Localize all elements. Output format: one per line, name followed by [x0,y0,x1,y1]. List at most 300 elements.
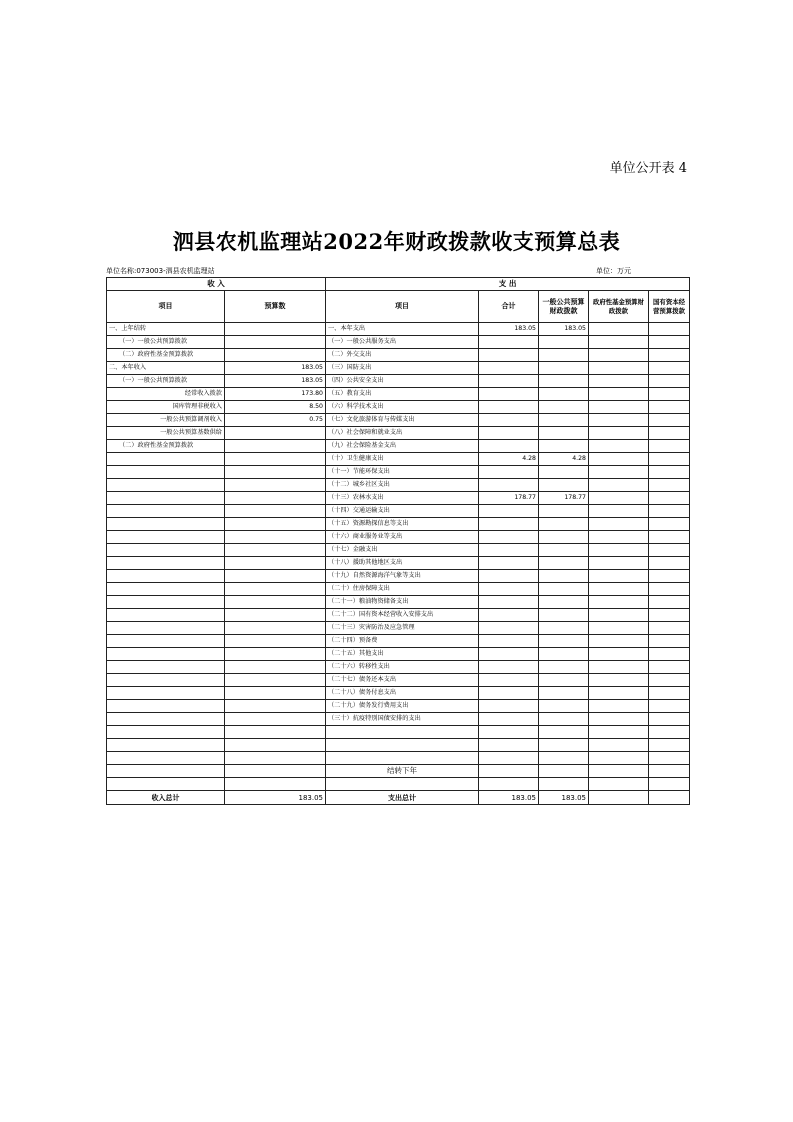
income-value-cell [225,466,326,479]
table-row [107,648,690,661]
table-row [107,661,690,674]
total-cell [479,570,539,583]
income-item-cell: （二）政府性基金预算拨款 [107,440,225,453]
expense-item-cell: （二十一）粮油物资储备支出 [326,596,479,609]
total-cell [479,622,539,635]
col-fund: 政府性基金预算财政拨款 [589,291,649,323]
income-value-cell: 183.05 [225,375,326,388]
soe-cell [649,401,690,414]
income-value-cell: 8.50 [225,401,326,414]
unit-name: 单位名称:073003-泗县农机监理站 [106,267,215,275]
table-row [107,375,690,388]
general-cell [539,687,589,700]
income-value-cell [225,687,326,700]
fund-cell [589,401,649,414]
income-item-cell [107,622,225,635]
general-cell [539,414,589,427]
total-cell [479,414,539,427]
fund-cell [589,505,649,518]
income-value-cell [225,518,326,531]
soe-cell [649,557,690,570]
income-total-value: 183.05 [225,791,326,805]
fund-cell [589,414,649,427]
income-value-cell [225,713,326,726]
income-item-cell: （二）政府性基金预算拨款 [107,349,225,362]
general-cell [539,713,589,726]
table-row [107,531,690,544]
fund-cell [589,739,649,752]
income-item-cell [107,531,225,544]
income-value-cell [225,427,326,440]
fund-total-value [589,791,649,805]
income-value-cell [225,609,326,622]
income-item-cell [107,778,225,791]
total-cell [479,401,539,414]
table-row [107,622,690,635]
fund-cell [589,778,649,791]
general-total-value: 183.05 [539,791,589,805]
total-cell: 178.77 [479,492,539,505]
soe-cell [649,349,690,362]
income-value-cell [225,479,326,492]
total-cell [479,349,539,362]
income-item-cell [107,583,225,596]
expense-item-cell: （十二）城乡社区支出 [326,479,479,492]
total-cell [479,388,539,401]
table-row [107,765,690,778]
expense-item-cell: （十九）自然资源海洋气象等支出 [326,570,479,583]
fund-cell [589,362,649,375]
soe-cell [649,505,690,518]
fund-cell [589,388,649,401]
general-cell [539,557,589,570]
income-item-cell [107,453,225,466]
table-row [107,401,690,414]
table-row [107,466,690,479]
col-total: 合计 [479,291,539,323]
table-row [107,726,690,739]
fund-cell [589,375,649,388]
col-budget: 预算数 [225,291,326,323]
table-row [107,440,690,453]
totals-row [107,791,690,805]
income-value-cell [225,635,326,648]
form-number: 单位公开表 4 [609,161,687,176]
income-item-cell [107,739,225,752]
expense-item-cell: 一、本年支出 [326,323,479,336]
expense-item-cell: （二十八）债务付息支出 [326,687,479,700]
expense-item-cell: （十三）农林水支出 [326,492,479,505]
general-cell [539,674,589,687]
general-cell [539,336,589,349]
total-cell [479,739,539,752]
general-cell [539,765,589,778]
general-cell [539,648,589,661]
general-cell [539,583,589,596]
soe-cell [649,635,690,648]
general-cell [539,544,589,557]
header-row-2 [107,291,690,323]
unit-label: 单位：万元 [596,267,631,275]
soe-cell [649,323,690,336]
general-cell [539,622,589,635]
page-title: 泗县农机监理站2022年财政拨款收支预算总表 [172,229,621,254]
expense-item-cell: （二十九）债务发行费用支出 [326,700,479,713]
expense-total-value: 183.05 [479,791,539,805]
total-cell [479,440,539,453]
income-item-cell [107,492,225,505]
col-general: 一般公共预算财政拨款 [539,291,589,323]
soe-cell [649,765,690,778]
total-cell [479,661,539,674]
fund-cell [589,336,649,349]
soe-cell [649,388,690,401]
general-cell: 4.28 [539,453,589,466]
fund-cell [589,726,649,739]
budget-table [106,277,690,805]
table-row [107,713,690,726]
expense-item-cell: （十五）资源勘探信息等支出 [326,518,479,531]
soe-cell [649,661,690,674]
soe-cell [649,752,690,765]
general-cell [539,505,589,518]
general-cell [539,466,589,479]
general-cell: 178.77 [539,492,589,505]
income-item-cell [107,505,225,518]
expense-item-cell [326,739,479,752]
income-item-cell [107,518,225,531]
soe-cell [649,427,690,440]
income-item-cell: 经常收入拨款 [107,388,225,401]
fund-cell [589,765,649,778]
income-value-cell: 173.80 [225,388,326,401]
table-row [107,739,690,752]
total-cell [479,531,539,544]
income-item-cell [107,687,225,700]
income-value-cell [225,622,326,635]
fund-cell [589,648,649,661]
fund-cell [589,531,649,544]
fund-cell [589,713,649,726]
fund-cell [589,440,649,453]
table-row [107,557,690,570]
expense-item-cell: （二）外交支出 [326,349,479,362]
total-cell [479,726,539,739]
soe-cell [649,518,690,531]
total-cell [479,336,539,349]
col-expense-item: 项目 [326,291,479,323]
income-value-cell [225,336,326,349]
fund-cell [589,453,649,466]
income-value-cell [225,557,326,570]
income-value-cell [225,765,326,778]
soe-cell [649,583,690,596]
general-cell [539,479,589,492]
general-cell [539,518,589,531]
expense-item-cell: （十六）商业服务业等支出 [326,531,479,544]
total-cell [479,635,539,648]
table-row [107,336,690,349]
fund-cell [589,674,649,687]
income-item-cell [107,648,225,661]
income-value-cell [225,648,326,661]
table-row [107,635,690,648]
fund-cell [589,557,649,570]
total-cell: 4.28 [479,453,539,466]
income-value-cell [225,739,326,752]
expense-item-cell [326,726,479,739]
table-row [107,453,690,466]
soe-cell [649,440,690,453]
expense-item-cell: （二十五）其他支出 [326,648,479,661]
fund-cell [589,492,649,505]
income-item-cell [107,557,225,570]
fund-cell [589,427,649,440]
income-value-cell [225,453,326,466]
expense-item-cell: （一）一般公共服务支出 [326,336,479,349]
fund-cell [589,479,649,492]
income-item-cell: 一、上年结转 [107,323,225,336]
general-cell [539,440,589,453]
table-row [107,609,690,622]
total-cell [479,362,539,375]
soe-cell [649,466,690,479]
total-cell [479,596,539,609]
expense-item-cell: （三）国防支出 [326,362,479,375]
general-cell [539,388,589,401]
table-row [107,479,690,492]
fund-cell [589,544,649,557]
total-cell [479,765,539,778]
soe-cell [649,453,690,466]
income-item-cell: 一般公共预算基数供给 [107,427,225,440]
table-row [107,674,690,687]
expense-item-cell: （二十六）转移性支出 [326,661,479,674]
table-row [107,778,690,791]
income-item-cell [107,700,225,713]
fund-cell [589,466,649,479]
table-row [107,570,690,583]
expense-item-cell: （十一）节能环保支出 [326,466,479,479]
total-cell [479,479,539,492]
total-cell [479,687,539,700]
soe-cell [649,687,690,700]
expense-total-label: 支出总计 [326,791,479,805]
fund-cell [589,570,649,583]
income-item-cell [107,726,225,739]
soe-cell [649,622,690,635]
total-cell [479,609,539,622]
fund-cell [589,323,649,336]
table-row [107,427,690,440]
income-value-cell [225,583,326,596]
expense-item-cell: （四）公共安全支出 [326,375,479,388]
income-value-cell [225,544,326,557]
fund-cell [589,622,649,635]
income-value-cell [225,505,326,518]
expense-item-cell: （八）社会保障和就业支出 [326,427,479,440]
total-cell [479,713,539,726]
soe-total-value [649,791,690,805]
total-cell [479,700,539,713]
soe-cell [649,492,690,505]
income-value-cell [225,570,326,583]
income-item-cell [107,661,225,674]
table-row [107,505,690,518]
soe-cell [649,375,690,388]
table-row [107,362,690,375]
general-cell [539,778,589,791]
income-item-cell: 一般公共预算调剂收入 [107,414,225,427]
table-row [107,323,690,336]
income-item-cell [107,765,225,778]
general-cell [539,635,589,648]
fund-cell [589,661,649,674]
soe-cell [649,713,690,726]
general-cell [539,375,589,388]
general-cell: 183.05 [539,323,589,336]
fund-cell [589,687,649,700]
table-row [107,583,690,596]
total-cell [479,752,539,765]
total-cell [479,674,539,687]
fund-cell [589,596,649,609]
expense-item-cell: （二十三）灾害防治及应急管理 [326,622,479,635]
table-row [107,596,690,609]
soe-cell [649,544,690,557]
income-item-cell [107,635,225,648]
soe-cell [649,778,690,791]
soe-cell [649,570,690,583]
expense-header: 支 出 [326,278,690,291]
income-value-cell: 0.75 [225,414,326,427]
total-cell [479,557,539,570]
expense-item-cell: （十八）援助其他地区支出 [326,557,479,570]
income-item-cell [107,544,225,557]
general-cell [539,401,589,414]
total-cell [479,427,539,440]
fund-cell [589,349,649,362]
total-cell: 183.05 [479,323,539,336]
income-value-cell: 183.05 [225,362,326,375]
fund-cell [589,609,649,622]
income-item-cell: （一）一般公共预算拨款 [107,375,225,388]
table-row [107,492,690,505]
general-cell [539,661,589,674]
income-value-cell [225,726,326,739]
total-cell [479,583,539,596]
income-value-cell [225,674,326,687]
general-cell [539,570,589,583]
income-value-cell [225,752,326,765]
fund-cell [589,635,649,648]
table-row [107,687,690,700]
total-cell [479,518,539,531]
fund-cell [589,518,649,531]
general-cell [539,427,589,440]
general-cell [539,739,589,752]
general-cell [539,752,589,765]
income-value-cell [225,323,326,336]
soe-cell [649,700,690,713]
income-item-cell: （一）一般公共预算拨款 [107,336,225,349]
table-row [107,700,690,713]
table-row [107,414,690,427]
expense-item-cell: 结转下年 [326,765,479,778]
income-item-cell [107,466,225,479]
expense-item-cell: （七）文化旅游体育与传媒支出 [326,414,479,427]
total-cell [479,648,539,661]
general-cell [539,531,589,544]
income-item-cell [107,609,225,622]
col-income-item: 项目 [107,291,225,323]
general-cell [539,700,589,713]
table-row [107,544,690,557]
col-soe: 国有资本经营预算拨款 [649,291,690,323]
income-total-label: 收入总计 [107,791,225,805]
income-item-cell [107,674,225,687]
income-item-cell: 国库管理非税收入 [107,401,225,414]
general-cell [539,596,589,609]
soe-cell [649,414,690,427]
total-cell [479,778,539,791]
expense-item-cell [326,778,479,791]
income-item-cell [107,752,225,765]
expense-item-cell: （十）卫生健康支出 [326,453,479,466]
table-row [107,752,690,765]
expense-item-cell: （九）社会保险基金支出 [326,440,479,453]
expense-item-cell [326,752,479,765]
table-row [107,388,690,401]
income-value-cell [225,778,326,791]
fund-cell [589,752,649,765]
income-value-cell [225,349,326,362]
income-value-cell [225,596,326,609]
total-cell [479,505,539,518]
general-cell [539,609,589,622]
income-header: 收 入 [107,278,326,291]
expense-item-cell: （二十二）国有资本经营收入安排支出 [326,609,479,622]
expense-item-cell: （二十七）债务还本支出 [326,674,479,687]
income-item-cell: 二、本年收入 [107,362,225,375]
total-cell [479,466,539,479]
income-value-cell [225,492,326,505]
expense-item-cell: （六）科学技术支出 [326,401,479,414]
expense-item-cell: （二十四）预备费 [326,635,479,648]
expense-item-cell: （十四）交通运输支出 [326,505,479,518]
soe-cell [649,479,690,492]
income-item-cell [107,479,225,492]
fund-cell [589,583,649,596]
soe-cell [649,531,690,544]
expense-item-cell: （三十）抗疫特别国债安排的支出 [326,713,479,726]
general-cell [539,362,589,375]
income-value-cell [225,661,326,674]
soe-cell [649,739,690,752]
expense-item-cell: （十七）金融支出 [326,544,479,557]
income-value-cell [225,531,326,544]
table-row [107,349,690,362]
total-cell [479,544,539,557]
expense-item-cell: （五）教育支出 [326,388,479,401]
soe-cell [649,596,690,609]
income-value-cell [225,440,326,453]
soe-cell [649,362,690,375]
general-cell [539,349,589,362]
income-item-cell [107,570,225,583]
fund-cell [589,700,649,713]
header-row-1 [107,278,690,291]
